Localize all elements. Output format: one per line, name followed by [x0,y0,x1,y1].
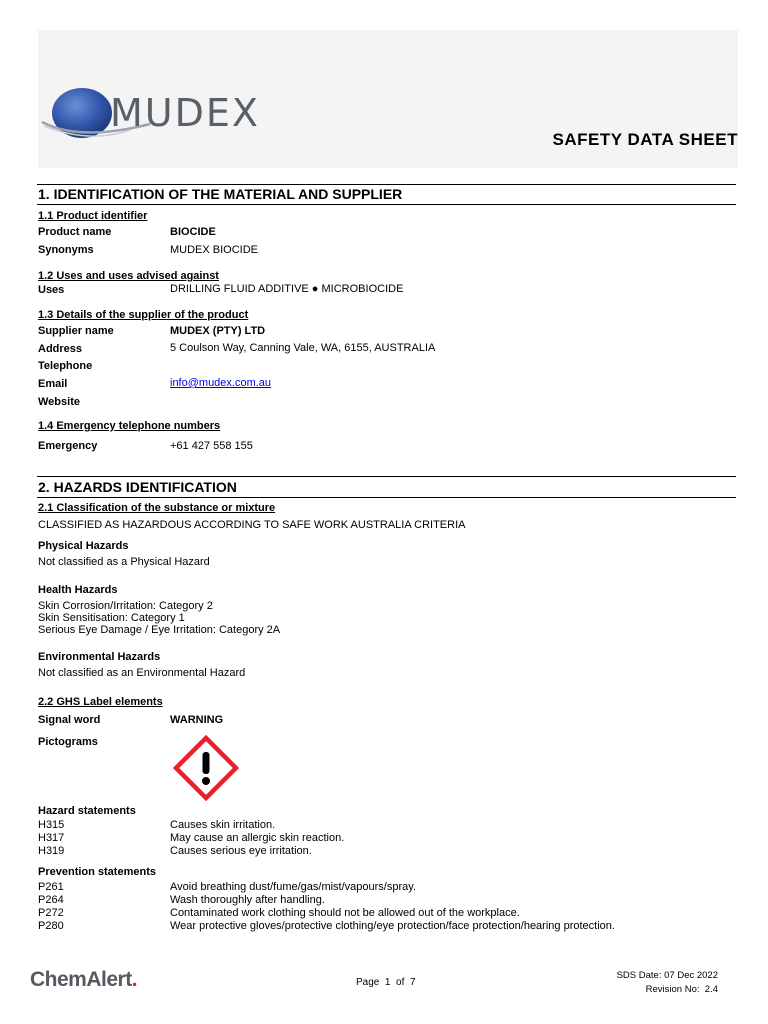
signal-word-value: WARNING [170,714,224,726]
page-indicator [356,977,416,988]
hazard-code: H317 [38,832,65,844]
section-divider [37,184,736,185]
physical-hazards-heading: Physical Hazards [38,540,129,552]
section-divider [37,497,736,498]
section-divider [37,476,736,477]
section-divider [37,204,736,205]
brand-wordmark: MUDEX [110,91,260,135]
subsection-1-2-title: 1.2 Uses and uses advised against [38,270,219,282]
page-label: Page [356,977,380,988]
environmental-hazards-heading: Environmental Hazards [38,651,161,663]
prevention-text: Contaminated work clothing should not be allowed out of the workplace. [170,907,520,919]
website-label: Website [38,396,80,408]
section-1-heading: 1. IDENTIFICATION OF THE MATERIAL AND SUPPLIER [38,186,403,202]
supplier-name-value: MUDEX (PTY) LTD [170,325,266,337]
hazard-code: H319 [38,845,65,857]
physical-hazards-text: Not classified as a Physical Hazard [38,556,210,568]
prevention-text: Avoid breathing dust/fume/gas/mist/vapours/spray. [170,881,416,893]
revision-label: Revision No: [645,984,700,995]
chemalert-logo [30,968,137,992]
sds-date-value: 07 Dec 2022 [664,970,718,981]
hazard-statements-heading: Hazard statements [38,805,136,817]
sds-date-label: SDS Date: [616,970,662,981]
subsection-1-1-title: 1.1 Product identifier [38,210,148,222]
prevention-code: P280 [38,920,64,932]
chemalert-logo-part1: Chem [30,968,87,991]
hazard-text: Causes skin irritation. [170,819,276,831]
prevention-statements-heading: Prevention statements [38,866,156,878]
prevention-code: P264 [38,894,64,906]
prevention-text: Wash thoroughly after handling. [170,894,325,906]
health-hazard-line: Serious Eye Damage / Eye Irritation: Category 2A [38,624,281,636]
health-hazard-line: Skin Sensitisation: Category 1 [38,612,185,624]
address-label: Address [38,343,83,355]
hazard-text: May cause an allergic skin reaction. [170,832,345,844]
hazard-text: Causes serious eye irritation. [170,845,312,857]
pictograms-label: Pictograms [38,736,98,748]
address-value: 5 Coulson Way, Canning Vale, WA, 6155, AUSTRALIA [170,342,436,354]
signal-word-label: Signal word [38,714,101,726]
prevention-text: Wear protective gloves/protective clothing/eye protection/face protection/hearing protection. [170,920,615,932]
hazard-code: H315 [38,819,65,831]
synonyms-label: Synonyms [38,244,94,256]
product-name-value: BIOCIDE [170,226,216,238]
health-hazards-heading: Health Hazards [38,584,118,596]
revision-value: 2.4 [704,984,718,995]
sds-date [590,970,718,981]
uses-value: DRILLING FLUID ADDITIVE ● MICROBIOCIDE [170,283,404,295]
environmental-hazards-text: Not classified as an Environmental Hazard [38,667,246,679]
synonyms-value: MUDEX BIOCIDE [170,244,259,256]
prevention-code: P261 [38,881,64,893]
section-2-heading: 2. HAZARDS IDENTIFICATION [38,479,237,495]
subsection-1-3-title: 1.3 Details of the supplier of the product [38,309,249,321]
revision-number [590,984,718,995]
telephone-label: Telephone [38,360,93,372]
document-title: SAFETY DATA SHEET [552,130,738,149]
product-name-label: Product name [38,226,112,238]
subsection-1-4-title: 1.4 Emergency telephone numbers [38,420,221,432]
uses-label: Uses [38,284,65,296]
health-hazard-line: Skin Corrosion/Irritation: Category 2 [38,600,213,612]
subsection-2-1-title: 2.1 Classification of the substance or mixture [38,502,276,514]
page-total: 7 [409,977,416,988]
exclamation-mark-diamond-icon [173,735,239,801]
email-link[interactable]: info@mudex.com.au [170,377,272,389]
email-label: Email [38,378,68,390]
of-label: of [396,977,405,988]
chemalert-logo-part2: Alert [86,968,132,991]
supplier-name-label: Supplier name [38,325,114,337]
chemalert-logo-dot: . [131,968,138,991]
classification-text: CLASSIFIED AS HAZARDOUS ACCORDING TO SAFE WORK AUSTRALIA CRITERIA [38,519,466,531]
emergency-value: +61 427 558 155 [170,440,253,452]
page-number: 1 [384,977,391,988]
prevention-code: P272 [38,907,64,919]
subsection-2-2-title: 2.2 GHS Label elements [38,696,163,708]
emergency-label: Emergency [38,440,98,452]
